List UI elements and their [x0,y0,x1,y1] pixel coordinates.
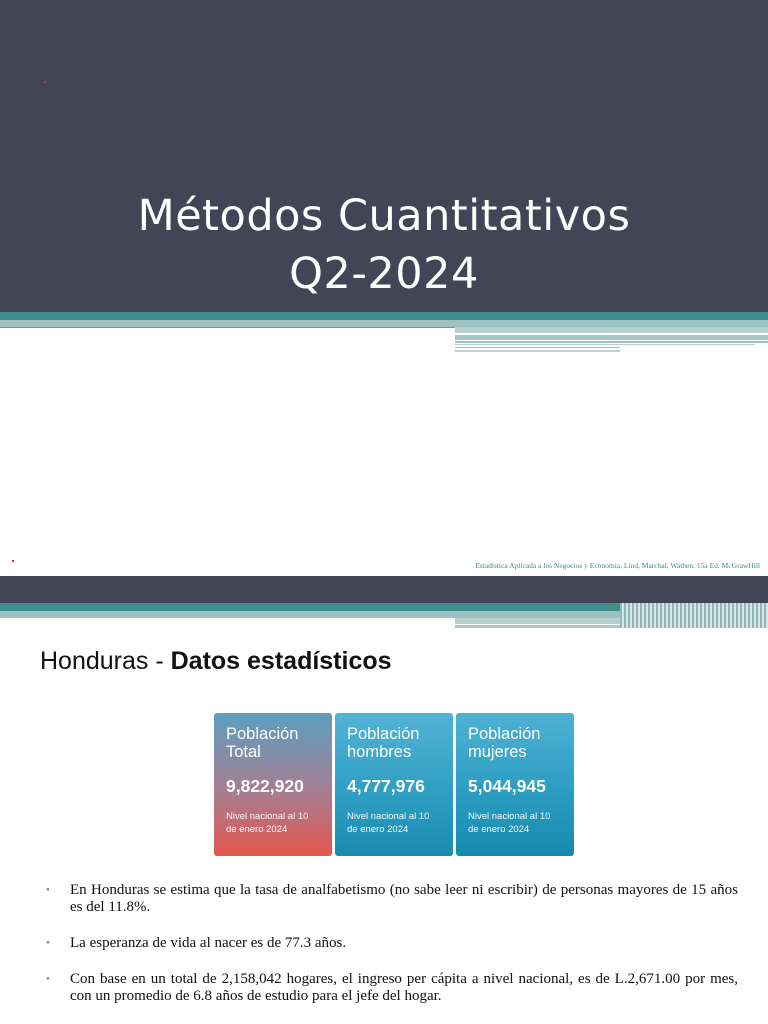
stat-card-label: Población mujeres [468,725,541,761]
stat-card-female-population [456,713,574,856]
bullet-dot-icon: • [46,884,50,896]
stat-card-value: 5,044,945 [468,776,546,796]
stat-card-note: Nivel nacional al 10 de enero 2024 [468,811,551,835]
content-slide [0,576,768,1024]
decorative-dot [12,560,14,562]
bullet-dot-icon: • [46,937,50,949]
list-item [46,882,738,916]
heading-country: Honduras - [40,647,171,675]
list-item [46,971,738,1005]
slide-heading [40,647,392,676]
bullet-list [46,882,738,1005]
bullet-text: La esperanza de vida al nacer es de 77.3 años. [70,935,347,951]
list-item [46,935,738,952]
bullet-text: En Honduras se estima que la tasa de analfabetismo (no sabe leer ni escribir) de personas mayores de 15 años es del 11.8%. [70,882,738,915]
stat-card-note: Nivel nacional al 10 de enero 2024 [226,811,309,835]
slide-title [0,187,768,303]
stat-card-label: Población hombres [347,725,420,761]
stat-card-value: 4,777,976 [347,776,425,796]
stat-card-value: 9,822,920 [226,776,304,796]
decorative-dot [44,81,46,83]
bullet-dot-icon: • [46,973,50,985]
slide-title-line1: Métodos Cuantitativos [137,191,631,241]
bullet-text: Con base en un total de 2,158,042 hogares, el ingreso per cápita a nivel nacional, es de L.2,671.00 por mes, con un promedio de 6.8 años de estudio para el jefe del hogar. [70,971,738,1004]
stat-card-total-population [214,713,332,856]
stat-card-note: Nivel nacional al 10 de enero 2024 [347,811,430,835]
footer-reference: Estadística Aplicada a los Negocios y Economía, Lind, Marchal, Wathen. 15a Ed. McGrawHill [475,561,760,570]
heading-subject: Datos estadísticos [170,647,392,675]
stat-card-male-population [335,713,453,856]
stat-card-label: Población Total [226,725,299,761]
slide-title-line2: Q2-2024 [289,249,479,299]
